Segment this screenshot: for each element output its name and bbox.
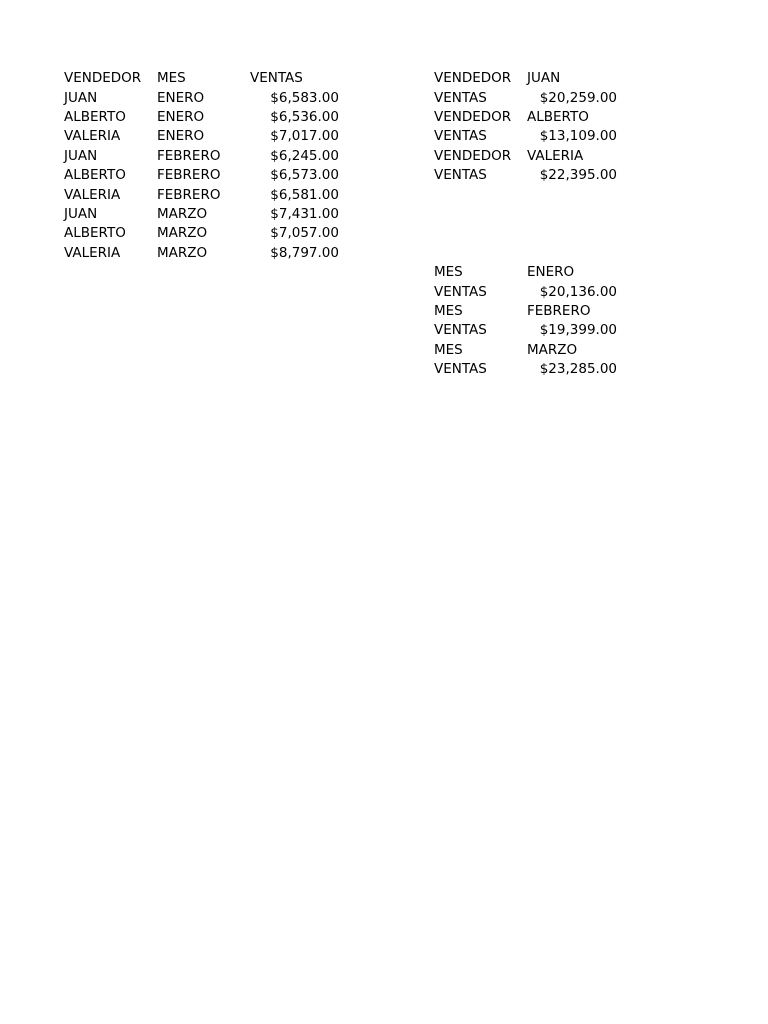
table-cell-seller: JUAN [64,90,98,106]
summary-sales-value: $19,399.00 [539,322,617,338]
table-cell-month: MARZO [157,225,208,241]
header-vendedor: VENDEDOR [64,70,142,86]
table-cell-sales: $6,245.00 [270,148,339,164]
summary-sales-label: VENTAS [434,90,487,106]
summary-label: MES [434,303,463,319]
table-cell-seller: JUAN [64,148,98,164]
table-cell-month: ENERO [157,90,205,106]
summary-seller-name: VALERIA [527,148,584,164]
table-cell-sales: $6,583.00 [270,90,339,106]
table-cell-month: ENERO [157,109,205,125]
summary-sales-label: VENTAS [434,284,487,300]
table-cell-month: FEBRERO [157,187,221,203]
summary-seller-name: ALBERTO [527,109,589,125]
summary-label: VENDEDOR [434,70,512,86]
table-cell-sales: $7,057.00 [270,225,339,241]
table-cell-seller: ALBERTO [64,225,126,241]
table-cell-sales: $7,017.00 [270,128,339,144]
table-cell-month: FEBRERO [157,167,221,183]
summary-month-name: ENERO [527,264,575,280]
summary-sales-label: VENTAS [434,167,487,183]
table-cell-sales: $6,581.00 [270,187,339,203]
table-cell-sales: $6,536.00 [270,109,339,125]
summary-label: VENDEDOR [434,148,512,164]
summary-seller-name: JUAN [527,70,561,86]
table-cell-month: FEBRERO [157,148,221,164]
table-cell-seller: VALERIA [64,245,121,261]
table-cell-seller: ALBERTO [64,109,126,125]
table-cell-seller: VALERIA [64,128,121,144]
table-cell-sales: $6,573.00 [270,167,339,183]
summary-sales-value: $22,395.00 [539,167,617,183]
summary-sales-label: VENTAS [434,361,487,377]
summary-sales-value: $13,109.00 [539,128,617,144]
summary-month-name: MARZO [527,342,578,358]
table-cell-month: ENERO [157,128,205,144]
table-cell-month: MARZO [157,245,208,261]
summary-label: MES [434,264,463,280]
summary-label: VENDEDOR [434,109,512,125]
summary-sales-value: $23,285.00 [539,361,617,377]
summary-month-name: FEBRERO [527,303,591,319]
table-cell-seller: ALBERTO [64,167,126,183]
summary-sales-label: VENTAS [434,128,487,144]
summary-sales-label: VENTAS [434,322,487,338]
summary-label: MES [434,342,463,358]
table-cell-seller: JUAN [64,206,98,222]
table-cell-sales: $7,431.00 [270,206,339,222]
header-mes: MES [157,70,186,86]
summary-sales-value: $20,259.00 [539,90,617,106]
table-cell-month: MARZO [157,206,208,222]
table-cell-sales: $8,797.00 [270,245,339,261]
summary-sales-value: $20,136.00 [539,284,617,300]
table-cell-seller: VALERIA [64,187,121,203]
header-ventas: VENTAS [250,70,303,86]
